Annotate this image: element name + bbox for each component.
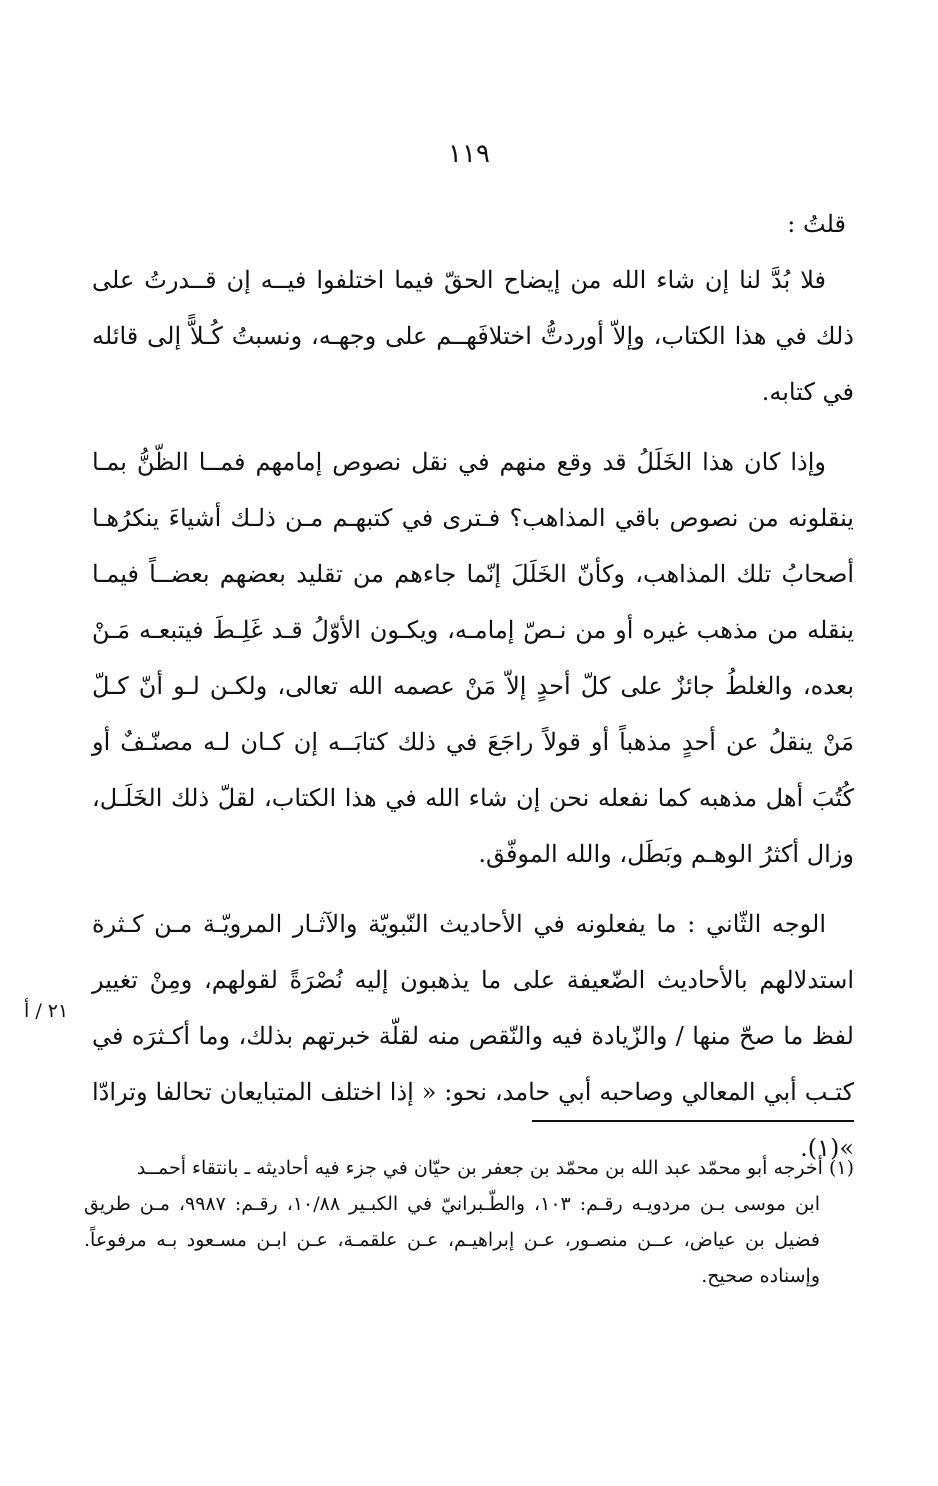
section-heading: قلتُ :: [787, 210, 846, 238]
footnote-divider: [532, 1120, 854, 1122]
footnote-first-line: (١) أخرجه أبو محمّد عبد الله بن محمّد بن جعفر بن حيّان في جزء فيه أحاديثه ـ بانتقاء أحمــد: [136, 1157, 854, 1179]
page-number: ١١٩: [448, 139, 490, 169]
footnote: [84, 1150, 854, 1294]
footnote-continuation: ابن موسى بـن مردويـه رقـم: ١٠٣، والطّـبرانيّ في الكبـير ١٠/٨٨، رقـم: ٩٩٨٧، مـن طريق فضيل بن عياض، عــن منصـور، عـن إبراهيـم، عـن علقمـة، عـن ابـن مسـعود بـه مرفوعاً. وإسناده صحيح.: [84, 1193, 820, 1287]
paragraph-3: الوجه الثّاني : ما يفعلونه في الأحاديث النّبويّة والآثـار المرويّـة مـن كـثرة استدلالهم بالأحاديث الضّعيفة على ما يذهبون إليه نُصْرَةً لقولهم، ومِنْ تغيير لفظ ما صحّ منها / والزّيادة فيه والنّقص منه لقلّة خبرتهم بذلك، وما أكـثرَه في كتـب أبي المعالي وصاحبه أبي حامد، نحو: « إذا اختلف المتبايعان تحالفا وترادّا »(١).: [92, 910, 854, 1162]
margin-folio-reference: ٢١ / أ: [24, 1000, 69, 1022]
paragraph-2: وإذا كان هذا الخَلَلُ قد وقع منهم في نقل نصوص إمامهم فمــا الظّنُّ بمـا ينقلونه من نصوص باقي المذاهب؟ فـترى في كتبهـم مـن ذلـك أشياءَ ينكرُهـا أصحابُ تلك المذاهب، وكأنّ الخَلَلَ إنّما جاءهم من تقليد بعضهم بعضــاً فيمـا ينقله من مذهب غيره أو من نـصّ إمامـه، ويكـون الأوّلُ قـد غَلِـطَ فيتبعـه مَـنْ بعده، والغلطُ جائزٌ على كلّ أحدٍ إلاّ مَنْ عصمه الله تعالى، ولكـن لـو أنّ كـلّ مَنْ ينقلُ عن أحدٍ مذهباً أو قولاً راجَعَ في ذلك كتابَــه إن كـان لـه مصنّـفٌ أو كُتُبَ أهل مذهبه كما نفعله نحن إن شاء الله في هذا الكتاب، لقلّ ذلك الخَلَـل، وزال أكثرُ الوهـم وبَطَل، والله الموفّق.: [92, 448, 854, 868]
body-text: [92, 196, 854, 1176]
paragraph-1: فلا بُدَّ لنا إن شاء الله من إيضاح الحقّ فيما اختلفوا فيــه إن قــدرتُ على ذلك في هذا الكتاب، وإلاّ أوردتُّ اختلافَهــم على وجهـه، ونسبتُ كُـلاًّ إلى قائله في كتابه.: [92, 266, 854, 406]
